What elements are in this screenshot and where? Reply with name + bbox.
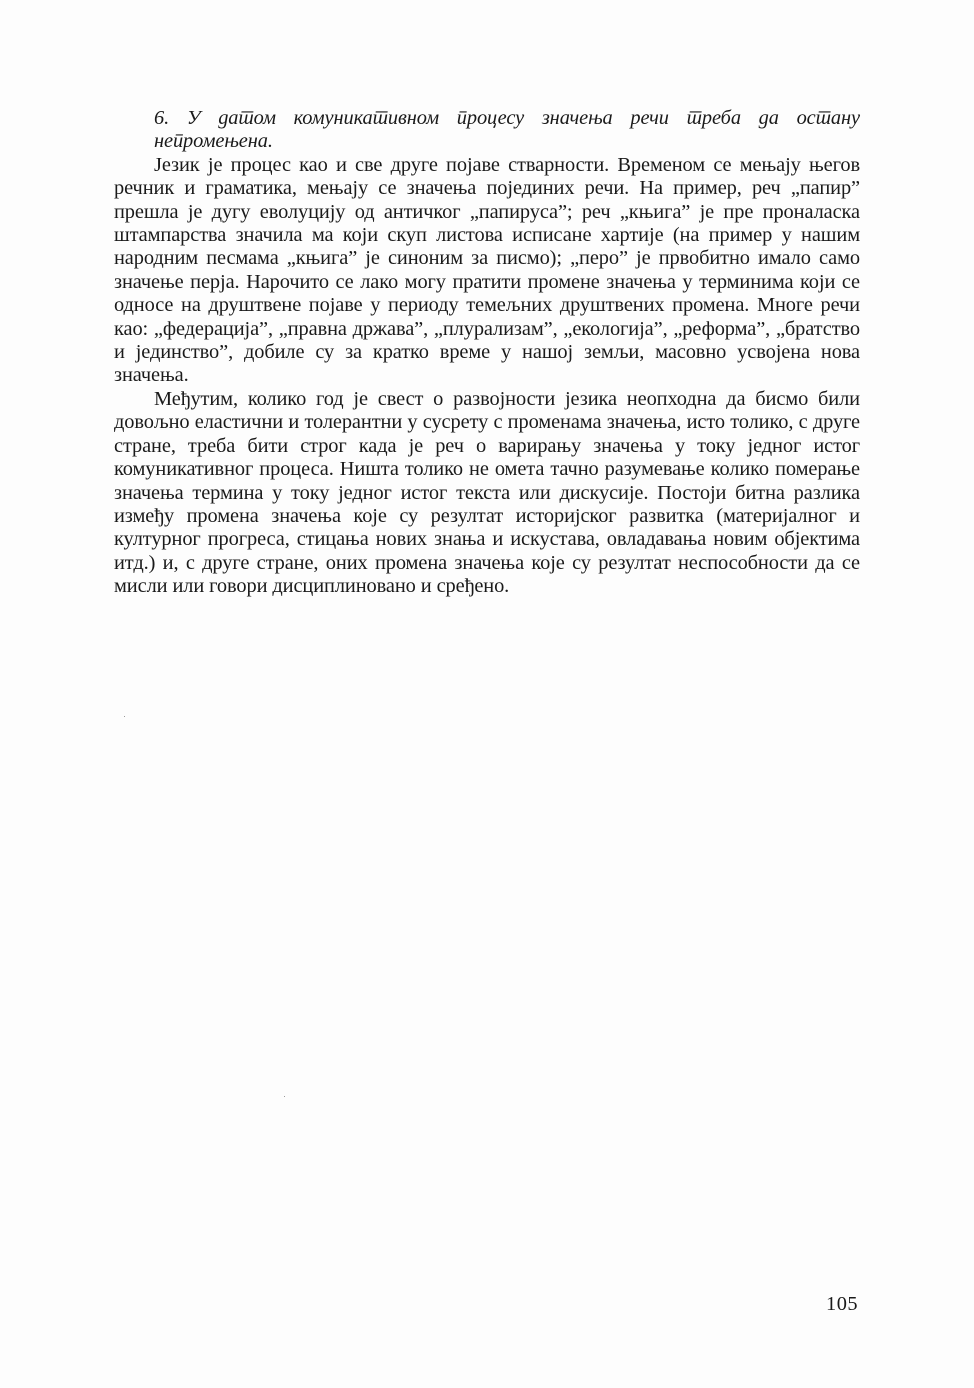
- scan-speck: [124, 716, 125, 717]
- page-number: 105: [826, 1293, 859, 1315]
- section-heading: 6. У датом комуникативном процесу значења речи треба да остану непромењена.: [154, 107, 860, 153]
- paragraph-2: Међутим, колико год је свест о развојности језика неопходна да бисмо били довољно еластични и толерантни у сусрету с променама значења, исто толико, с друге стране, треба бити строг када је реч о варирању значења у току једног истог комуникативног процеса. Ништа толико не омета тачно разумевање колико померање значења термина у току једног истог текста или дискусије. Постоји битна разлика између промена значења које су резултат историјског развитка (материјалног и културног прогреса, стицања нових знања и искустава, овладавања новим објектима итд.) и, с друге стране, оних промена значења које су резултат неспособности да се мисли или говори дисциплиновано и сређено.: [114, 387, 860, 598]
- paragraph-1: Језик је процес као и све друге појаве стварности. Временом се мењају његов речник и граматика, мењају се значења појединих речи. На пример, реч „папир” прешла је дугу еволуцију од античког „папируса”; реч „књига” је пре проналаска штампарства значила ма који скуп листова исписане хартије (на пример у нашим народним песмама „књига” је синоним за писмо); „перо” је првобитно имало само значење перја. Нарочито се лако могу пратити промене значења у терминима који се односе на друштвене појаве у периоду темељних друштвених промена. Многе речи као: „федерација”, „правна држава”, „плурализам”, „екологија”, „реформа”, „братство и јединство”, добиле су за кратко време у нашој земљи, масовно усвојена нова значења.: [114, 153, 860, 387]
- page-body: [114, 107, 860, 599]
- scan-speck: [284, 1096, 285, 1097]
